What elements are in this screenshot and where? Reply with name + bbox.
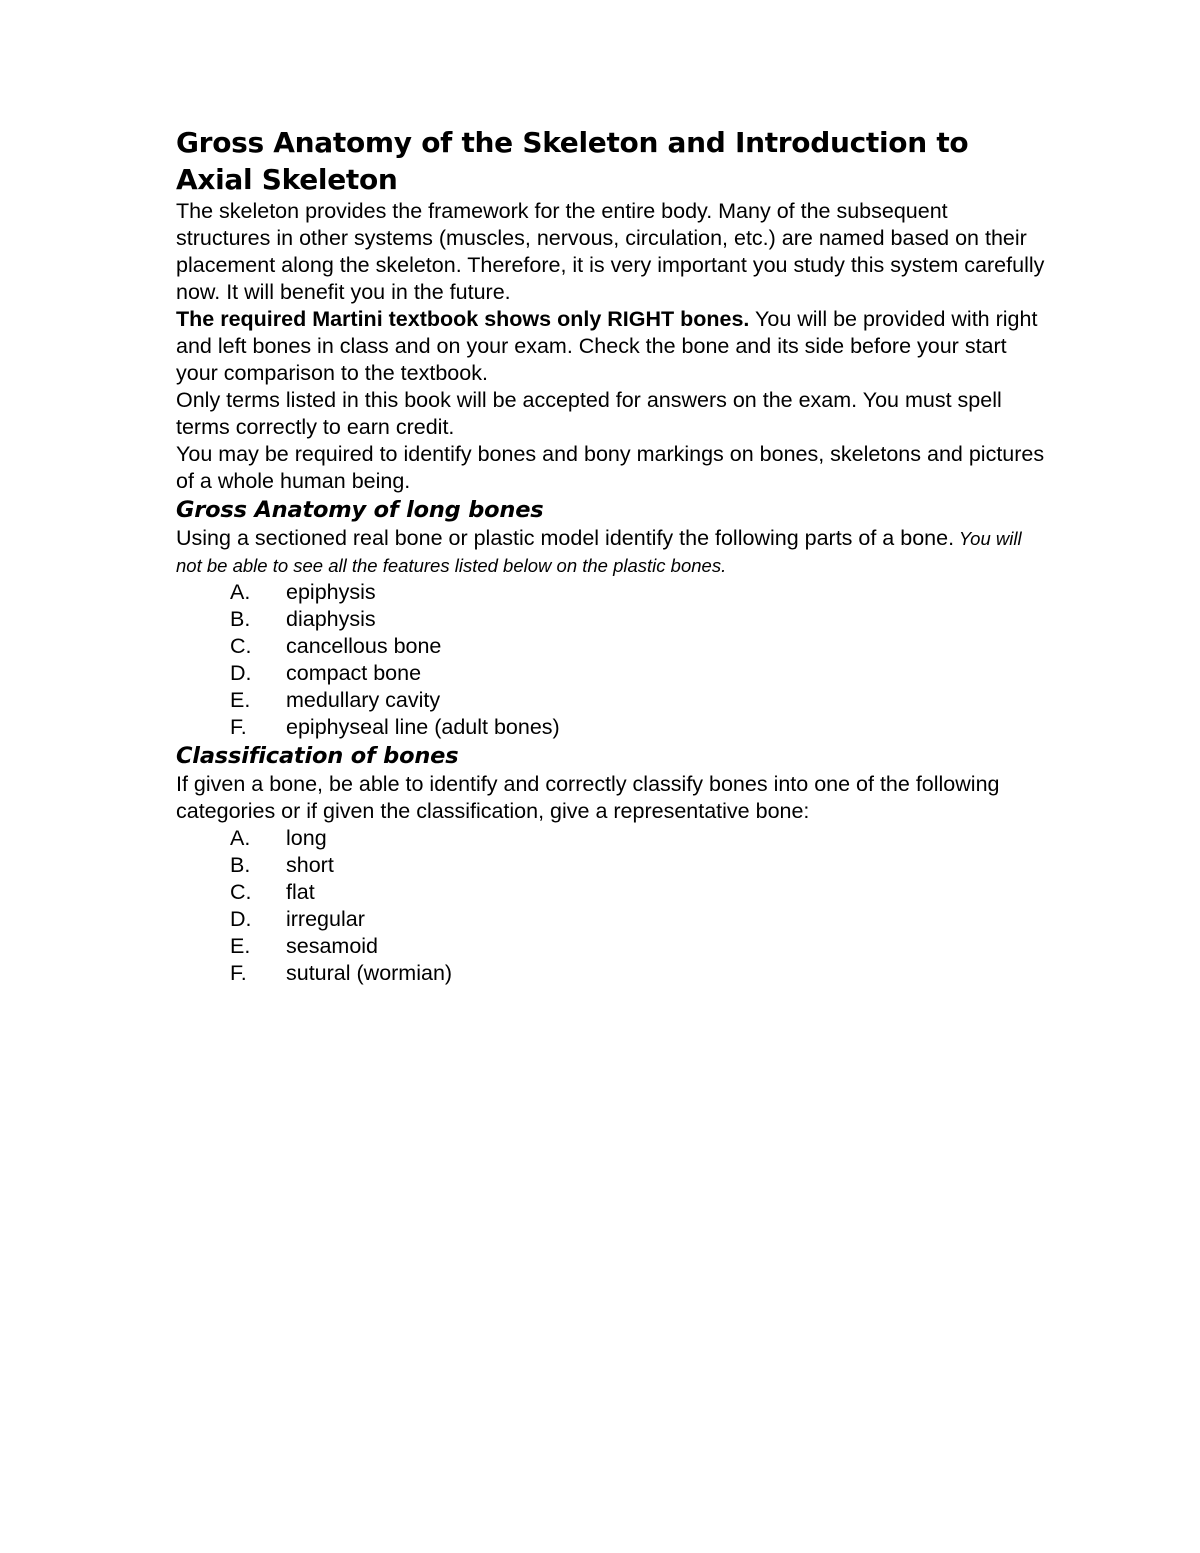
list-item: [176, 852, 1046, 879]
long-bones-text: Using a sectioned real bone or plastic model identify the following parts of a bone.: [176, 526, 955, 550]
list-item: [176, 879, 1046, 906]
list-marker: D.: [230, 907, 252, 931]
list-item-text: short: [286, 853, 334, 877]
list-marker: E.: [230, 934, 251, 958]
terms-note-paragraph: Only terms listed in this book will be accepted for answers on the exam. You must spell terms correctly to earn credit.: [176, 388, 1002, 439]
list-item: [176, 633, 1046, 660]
list-marker: A.: [230, 826, 251, 850]
document-title: Gross Anatomy of the Skeleton and Introduction to Axial Skeleton: [176, 126, 969, 196]
classification-list: [176, 825, 1046, 987]
identify-note-paragraph: You may be required to identify bones and bony markings on bones, skeletons and pictures of a whole human being.: [176, 442, 1045, 493]
textbook-notice-paragraph: [176, 306, 1046, 387]
long-bones-heading: Gross Anatomy of long bones: [176, 497, 544, 523]
list-marker: C.: [230, 634, 252, 658]
long-bones-parts-list: [176, 579, 1046, 741]
list-item-text: flat: [286, 880, 315, 904]
list-item-text: sesamoid: [286, 934, 379, 958]
list-item-text: sutural (wormian): [286, 961, 453, 985]
list-item: [176, 906, 1046, 933]
list-item: [176, 579, 1046, 606]
list-item-text: epiphysis: [286, 580, 376, 604]
list-marker: C.: [230, 880, 252, 904]
list-item: [176, 714, 1046, 741]
plastic-bones-note: You will not be able to see all the features listed below on the plastic bones.: [176, 528, 1022, 576]
list-marker: F.: [230, 961, 247, 985]
list-marker: B.: [230, 607, 251, 631]
list-item: [176, 933, 1046, 960]
list-marker: F.: [230, 715, 247, 739]
list-item: [176, 825, 1046, 852]
textbook-notice-bold: The required Martini textbook shows only RIGHT bones.: [176, 307, 750, 331]
list-marker: D.: [230, 661, 252, 685]
list-item: [176, 687, 1046, 714]
intro-paragraph: The skeleton provides the framework for the entire body. Many of the subsequent structures in other systems (muscles, nervous, circulation, etc.) are named based on their placement along the skeleton. Therefore, it is very important you study this system carefully now. It will benefit you in the future.: [176, 199, 1045, 304]
document-page: [176, 124, 1046, 987]
list-item-text: diaphysis: [286, 607, 376, 631]
list-item-text: irregular: [286, 907, 365, 931]
list-item-text: long: [286, 826, 327, 850]
classification-heading: Classification of bones: [176, 743, 459, 769]
list-marker: A.: [230, 580, 251, 604]
list-item: [176, 660, 1046, 687]
list-item-text: medullary cavity: [286, 688, 441, 712]
long-bones-instructions: [176, 525, 1046, 579]
list-marker: B.: [230, 853, 251, 877]
list-item: [176, 606, 1046, 633]
list-item: [176, 960, 1046, 987]
textbook-notice-rest: You will be provided with right and left bones in class and on your exam. Check the bone and its side before your start your comparison to the textbook.: [176, 307, 1038, 385]
list-item-text: epiphyseal line (adult bones): [286, 715, 560, 739]
list-item-text: cancellous bone: [286, 634, 442, 658]
list-marker: E.: [230, 688, 251, 712]
list-item-text: compact bone: [286, 661, 422, 685]
classification-instructions: If given a bone, be able to identify and correctly classify bones into one of the following categories or if given the classification, give a representative bone:: [176, 772, 1000, 823]
